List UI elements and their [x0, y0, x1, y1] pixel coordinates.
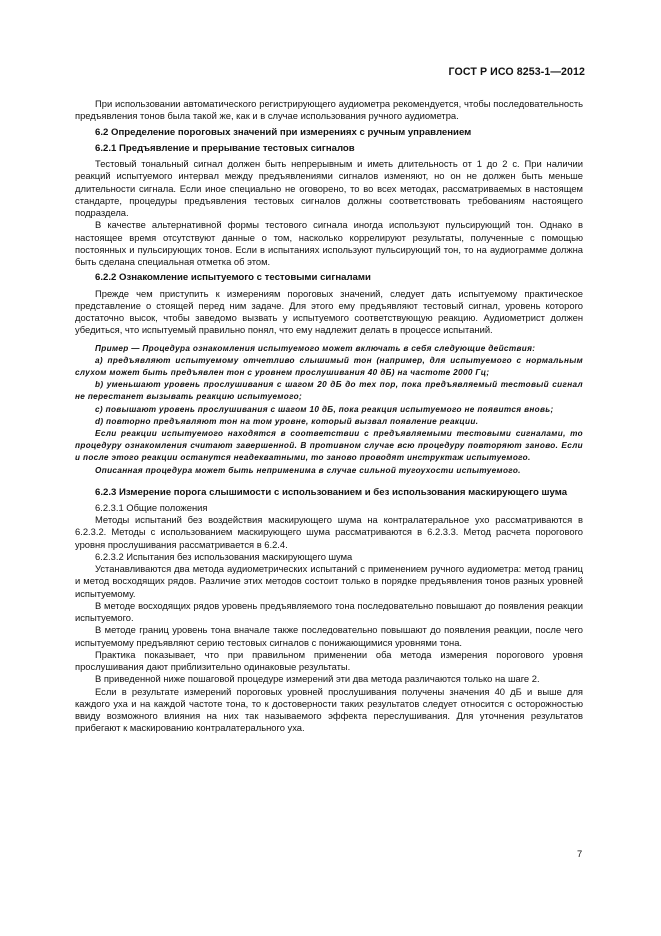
- paragraph-pulsed-tone: В качестве альтернативной формы тестового сигнала иногда используют пульсирующий тон. Однако в настоящее время отсутствуют данные о том, насколько коррелируют результаты, полученные с помощью постоянных и пульсирующих тонов. Если в испытаниях используют пульсирующий тон, то на аудиограмме должна быть сделана специальная отметка об этом.: [75, 219, 583, 267]
- example-intro: Пример — Процедура ознакомления испытуемого может включать в себя следующие действия:: [95, 343, 536, 353]
- paragraph-familiarization: Прежде чем приступить к измерениям пороговых значений, следует дать испытуемому практическое представление о стоящей перед ним задаче. Для этого ему предъявляют тестовый сигнал, уровень которого достаточно высок, чтобы заведомо вызвать у испытуемого соответствующую реакцию. Аудиометрист должен убедиться, что испытуемый правильно понял, что ему надлежит делать в процессе испытаний.: [75, 287, 583, 336]
- heading-6-2: 6.2 Определение пороговых значений при измерениях с ручным управлением: [95, 126, 472, 138]
- paragraph-ascending-method: В методе восходящих рядов уровень предъявляемого тона последовательно повышают до появления реакции испытуемого.: [75, 599, 583, 624]
- subheading-6-2-3-1: 6.2.3.1 Общие положения: [95, 501, 208, 513]
- example-step-a: a) предъявляют испытуемому отчетливо слышимый тон (например, для испытуемого с нормальным слухом может быть предъявлен тон с уровнем прослушивания 40 дБ) на частоте 2000 Гц;: [75, 355, 583, 377]
- paragraph-two-methods: Устанавливаются два метода аудиометрических испытаний с применением ручного аудиометра: метод границ и метод восходящих рядов. Различие этих методов состоит только в порядке предъявления тонов разных уровней испытуемому.: [75, 563, 583, 599]
- example-step-c: c) повышают уровень прослушивания с шагом 10 дБ, пока реакция испытуемого не появится вновь;: [95, 404, 554, 414]
- paragraph-cross-hearing: Если в результате измерений пороговых уровней прослушивания получены значения 40 дБ и выше для каждого уха и на каждой частоте тона, то к достоверности таких результатов следует относится с осторожностью ввиду возможного влияния на них так называемого эффекта переслушивания. Для уточнения результатов прибегают к маскированию контралатерального уха.: [75, 685, 583, 734]
- paragraph-limits-method: В методе границ уровень тона вначале также последовательно повышают до появления реакции, после чего испытуемому предъявляют серию тестовых сигналов с понижающимися уровнями тона.: [75, 624, 583, 648]
- paragraph-step-two: В приведенной ниже пошаговой процедуре измерений эти два метода различаются только на шаге 2.: [95, 673, 540, 685]
- heading-6-2-3: 6.2.3 Измерение порога слышимости с использованием и без использования маскирующего шума: [95, 486, 568, 498]
- heading-6-2-1: 6.2.1 Предъявление и прерывание тестовых сигналов: [95, 142, 355, 154]
- paragraph-intro: При использовании автоматического регистрирующего аудиометра рекомендуется, чтобы последовательность предъявления тонов была такой же, как и в случае использования ручного аудиометра.: [75, 98, 583, 122]
- paragraph-signal-duration: Тестовый тональный сигнал должен быть непрерывным и иметь длительность от 1 до 2 с. При наличии реакций испытуемого интервал между предъявлениями сигналов изменяют, но он не должен быть меньше длительности сигнала. Если иное специально не оговорено, то во всех методах, рассматриваемых в настоящем стандарте, процедуры предъявления тестовых сигналов должны соответствовать требованиям настоящего подраздела.: [75, 158, 583, 218]
- example-block: [75, 343, 583, 477]
- example-step-b: b) уменьшают уровень прослушивания с шагом 20 дБ до тех пор, пока предъявляемый тестовый сигнал не перестанет вызывать реакцию испытуемого;: [75, 380, 583, 402]
- paragraph-practice: Практика показывает, что при правильном применении оба метода измерения порогового уровня прослушивания дают приблизительно одинаковые результаты.: [75, 648, 583, 673]
- paragraph-general: Методы испытаний без воздействия маскирующего шума на контралатеральное ухо рассматриваются в 6.2.3.2. Методы с использованием маскирующего шума рассматриваются в 6.2.3.3. Метод расчета порогового уровня прослушивания рассматривается в 6.2.4.: [75, 514, 583, 550]
- example-step-d: d) повторно предъявляют тон на том уровне, который вызвал появление реакции.: [95, 416, 479, 426]
- page-number: 7: [577, 848, 583, 859]
- subheading-6-2-3-2: 6.2.3.2 Испытания без использования маскирующего шума: [95, 550, 353, 562]
- heading-6-2-2: 6.2.2 Ознакомление испытуемого с тестовыми сигналами: [95, 272, 371, 284]
- example-note: Описанная процедура может быть неприменима в случае сильной тугоухости испытуемого.: [95, 465, 521, 475]
- document-header: ГОСТ Р ИСО 8253-1—2012: [448, 66, 585, 78]
- document-body: [75, 98, 583, 735]
- example-conclusion: Если реакции испытуемого находятся в соответствии с предъявляемыми тестовыми сигналами, то процедуру ознакомления считают завершенной. В противном случае всю процедуру повторяют заново. Если и после этого реакции останутся неадекватными, то заново проводят инструктаж испытуемого.: [75, 428, 583, 463]
